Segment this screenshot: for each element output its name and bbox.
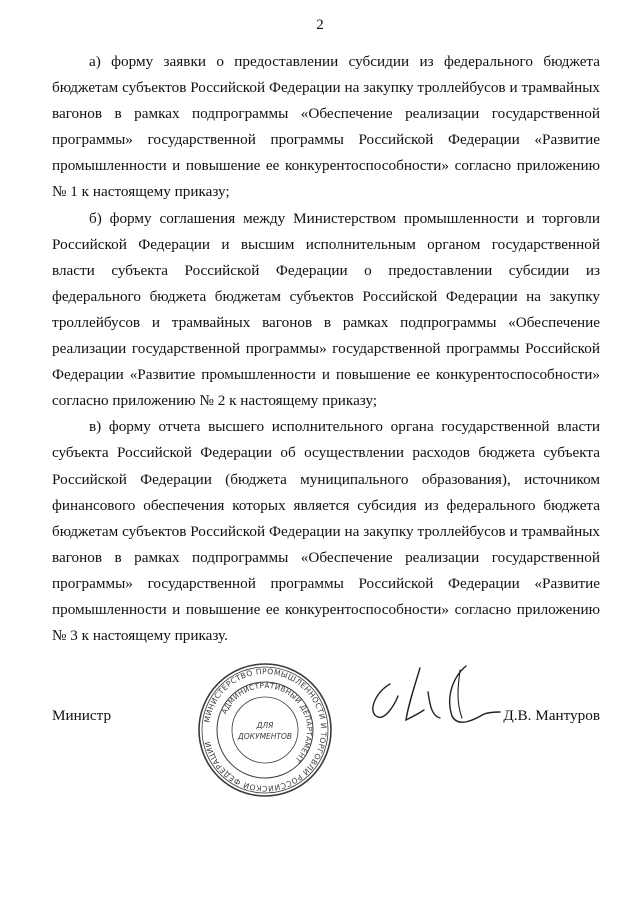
paragraph-a: а) форму заявки о предоставлении субсидии из федерального бюджета бюджетам субъектов Российской Федерации на закупку троллейбусов и трамвайных вагонов в рамках подпрограммы «Обеспечение реализации государственной программы» государственной программы Российской Федерации «Развитие промышленности и повышение ее конкурентоспособности» согласно приложению № 1 к настоящему приказу;: [52, 53, 600, 201]
page-number: 2: [316, 17, 324, 33]
stamp-inner-text: АДМИНИСТРАТИВНЫЙ ДЕПАРТАМЕНТ: [219, 680, 315, 765]
stamp-outer-text: МИНИСТЕРСТВО ПРОМЫШЛЕННОСТИ И ТОРГОВЛИ РОССИЙСКОЙ ФЕДЕРАЦИИ: [202, 666, 329, 794]
document-body: [52, 49, 600, 649]
signature-block: [52, 660, 600, 800]
round-seal-icon: [195, 660, 335, 800]
handwritten-signature-icon: [362, 662, 502, 732]
stamp-center-line1: ДЛЯ: [256, 721, 274, 730]
signer-name: Д.В. Мантуров: [503, 707, 600, 724]
stamp-center-line2: ДОКУМЕНТОВ: [237, 732, 293, 741]
paragraph-b: б) форму соглашения между Министерством промышленности и торговли Российской Федерации и высшим исполнительным органом государственной власти субъекта Российской Федерации о предоставлении субсидии из федерального бюджета бюджетам субъектов Российской Федерации на закупку троллейбусов и трамвайных вагонов в рамках подпрограммы «Обеспечение реализации государственной программы» государственной программы Российской Федерации «Развитие промышленности и повышение ее конкурентоспособности» согласно приложению № 2 к настоящему приказу;: [52, 209, 600, 410]
signer-title: Министр: [52, 707, 112, 724]
paragraph-c: в) форму отчета высшего исполнительного органа государственной власти субъекта Российской Федерации об осуществлении расходов бюджета субъекта Российской Федерации (бюджета муниципального образования), источником финансового обеспечения которых является субсидия из федерального бюджета бюджетам субъектов Российской Федерации на закупку троллейбусов и трамвайных вагонов в рамках подпрограммы «Обеспечение реализации государственной программы» государственной программы Российской Федерации «Развитие промышленности и повышение ее конкурентоспособности» согласно приложению № 3 к настоящему приказу.: [52, 418, 600, 645]
